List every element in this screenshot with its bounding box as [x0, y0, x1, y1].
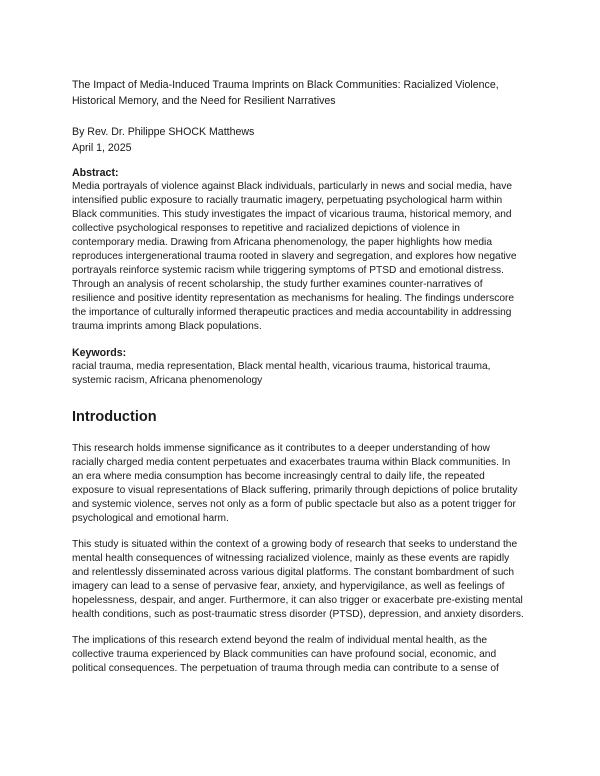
keywords-label: Keywords: — [72, 347, 127, 359]
body-paragraph: The implications of this research extend beyond the realm of individual mental health, as the collective trauma experienced by Black communities can have profound social, economic, and political consequences. The perpetuation of trauma through media can contribute to a sense of — [72, 635, 499, 674]
body-paragraph: This study is situated within the context of a growing body of research that seeks to understand the mental health consequences of witnessing racialized violence, mainly as these events are rapidly and relentlessly disseminated across various digital platforms. The constant bombardment of such imagery can lead to a sense of pervasive fear, anxiety, and hypervigilance, as well as feelings of hopelessness, despair, and anger. Furthermore, it can also trigger or exacerbate pre-existing mental health conditions, such as post-traumatic stress disorder (PTSD), depression, and anxiety disorders. — [72, 539, 524, 620]
abstract-text: Media portrayals of violence against Black individuals, particularly in news and social media, have intensified public exposure to racially traumatic imagery, perpetuating psychological harm within Black communities. This study investigates the impact of vicarious trauma, historical memory, and collective psychological responses to repetitive and racialized depictions of violence in contemporary media. Drawing from Africana phenomenology, the paper highlights how media reproduces intergenerational trauma rooted in slavery and segregation, and explores how negative portrayals reinforce systemic racism while triggering symptoms of PTSD and emotional distress. Through an analysis of recent scholarship, the study further examines counter-narratives of resilience and positive identity representation as mechanisms for healing. The findings underscore the importance of culturally informed therapeutic practices and media accountability in addressing trauma imprints among Black populations. — [72, 181, 517, 332]
body-paragraph: This research holds immense significance as it contributes to a deeper understanding of how racially charged media content perpetuates and exacerbates trauma within Black communities. In an era where media consumption has become increasingly central to daily life, the repeated exposure to visual representations of Black suffering, primarily through depictions of police brutality and systemic violence, serves not only as a form of public spectacle but also as a potent trigger for psychological and emotional harm. — [72, 443, 518, 524]
section-heading-introduction: Introduction — [72, 409, 157, 425]
paper-page — [72, 78, 524, 688]
paper-title: The Impact of Media-Induced Trauma Imprints on Black Communities: Racialized Violence, Historical Memory, and the Need for Resilient Narratives — [72, 79, 499, 107]
date-line: April 1, 2025 — [72, 141, 132, 154]
abstract-label: Abstract: — [72, 167, 119, 179]
paper-meta — [72, 125, 524, 156]
author-line: By Rev. Dr. Philippe SHOCK Matthews — [72, 126, 255, 138]
keywords-text: racial trauma, media representation, Black mental health, vicarious trauma, historical trauma, systemic racism, Africana phenomenology — [72, 361, 491, 386]
